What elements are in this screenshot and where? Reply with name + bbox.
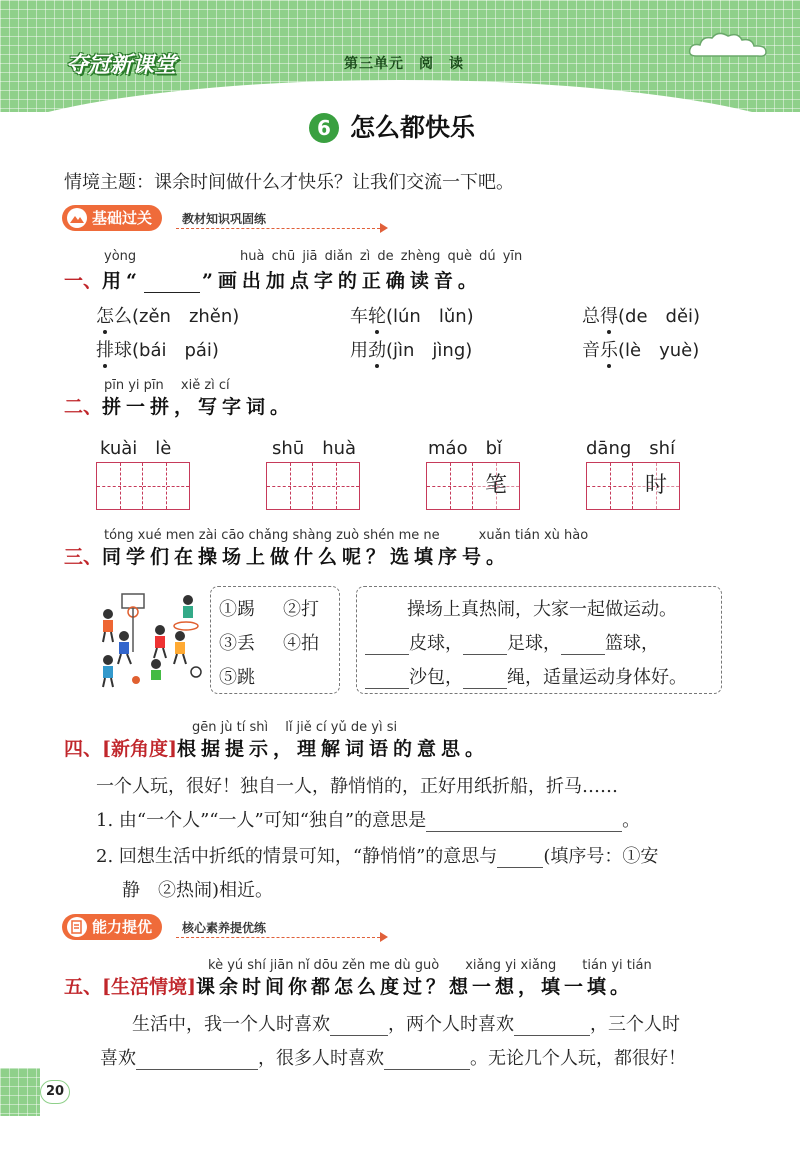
badge-advanced-sub: 核心素养提优练 <box>182 921 267 935</box>
writing-grid[interactable] <box>586 462 680 510</box>
q2-heading <box>64 392 294 419</box>
answer-blank[interactable] <box>365 635 409 655</box>
q4-sub2: 2. 回想生活中折纸的情景可知，“静悄悄”的意思与 (填序号：①安 <box>96 846 659 867</box>
answer-blank[interactable] <box>463 669 507 689</box>
grid-cell: 笔 <box>473 463 519 509</box>
q2-text: 拼一拼，写字词。 <box>102 396 295 418</box>
q1-item: 怎么(zěn zhěn) <box>96 302 239 328</box>
answer-blank[interactable] <box>514 1016 590 1036</box>
answer-blank[interactable] <box>561 635 605 655</box>
q1-pinyin-yong: yòng <box>104 249 137 264</box>
passage-line: 操场上真热闹，大家一起做运动。 <box>407 599 677 620</box>
option-item: ①踢 <box>219 599 255 620</box>
underline-sample <box>144 275 200 293</box>
passage-line: 沙包， 绳，适量运动身体好。 <box>365 663 687 689</box>
q1-item: 总得(de děi) <box>582 302 700 328</box>
kids-playing-illustration <box>96 592 206 688</box>
q3-pinyin: tóng xué men zài cāo chǎng shàng zuò shén me ne xuǎn tián xù hào <box>104 528 589 543</box>
q5-line1: 生活中，我一个人时喜欢 ，两个人时喜欢 ，三个人时 <box>132 1014 680 1035</box>
theme-text: 情境主题：课余时间做什么才快乐？让我们交流一下吧。 <box>64 172 514 193</box>
q2-word-pinyin: shū huà <box>272 438 357 459</box>
passage-box <box>356 586 722 694</box>
mountain-icon <box>67 208 87 228</box>
q5-text: 课余时间你都怎么度过？想一想，填一填。 <box>196 976 634 998</box>
q1-item: 音乐(lè yuè) <box>582 336 699 362</box>
footer-band <box>0 1068 40 1116</box>
q5-tag: [生活情境] <box>102 976 196 998</box>
q3-text: 同学们在操场上做什么呢？选填序号。 <box>102 546 511 568</box>
q3-heading <box>64 542 510 569</box>
writing-grid[interactable] <box>266 462 360 510</box>
passage-line: 皮球， 足球， 篮球， <box>365 629 659 655</box>
q4-sub1: 1. 由“一个人”“一人”可知“独自”的意思是 。 <box>96 810 641 831</box>
dashed-divider <box>176 228 380 229</box>
grid-cell: 时 <box>633 463 679 509</box>
grid-cell[interactable] <box>427 463 473 509</box>
answer-blank[interactable] <box>463 635 507 655</box>
answer-blank[interactable] <box>497 848 543 868</box>
q2-word-pinyin: dāng shí <box>586 438 676 459</box>
options-box <box>210 586 340 694</box>
badge-advanced <box>62 914 162 940</box>
grid-cell[interactable] <box>97 463 143 509</box>
answer-blank[interactable] <box>330 1016 388 1036</box>
grid-cell[interactable] <box>267 463 313 509</box>
q1-item: 车轮(lún lǔn) <box>350 302 474 328</box>
badge-basic <box>62 205 162 231</box>
q5-pinyin: kè yú shí jiān nǐ dōu zěn me dù guò xiǎng yi xiǎng tián yi tián <box>208 958 652 973</box>
option-item: ④拍 <box>283 633 319 654</box>
unit-label: 第三单元 阅 读 <box>344 56 464 72</box>
q1-item: 排球(bái pái) <box>96 336 219 362</box>
dashed-divider <box>176 937 380 938</box>
option-item: ②打 <box>283 599 319 620</box>
answer-blank[interactable] <box>384 1050 470 1070</box>
q4-pinyin: gēn jù tí shì lǐ jiě cí yǔ de yì si <box>192 720 398 735</box>
answer-blank[interactable] <box>365 669 409 689</box>
q2-word-pinyin: máo bǐ <box>428 438 503 459</box>
answer-blank[interactable] <box>136 1050 258 1070</box>
cloud-icon <box>688 30 768 60</box>
q3-number: 三、 <box>64 546 103 568</box>
arrow-icon <box>380 223 388 233</box>
q1-item: 用劲(jìn jìng) <box>350 336 472 362</box>
badge-advanced-label: 能力提优 <box>92 918 153 936</box>
badge-basic-label: 基础过关 <box>92 209 153 227</box>
q4-text: 根据提示，理解词语的意思。 <box>177 738 490 760</box>
lesson-number: 6 <box>309 113 339 143</box>
option-item: ⑤跳 <box>219 667 255 688</box>
q4-heading <box>64 734 489 761</box>
q5-heading <box>64 972 633 999</box>
arrow-icon <box>380 932 388 942</box>
q2-number: 二、 <box>64 396 103 418</box>
grid-cell[interactable] <box>313 463 359 509</box>
pencil-icon <box>67 917 87 937</box>
q4-passage: 一个人玩，很好！独自一人，静悄悄的，正好用纸折船，折马…… <box>96 776 618 797</box>
q4-sub2-cont: 静 ②热闹)相近。 <box>122 880 274 901</box>
q1-text-a: 用“ <box>102 270 142 292</box>
answer-blank[interactable] <box>426 812 622 832</box>
q5-line2: 喜欢 ，很多人时喜欢 。无论几个人玩，都很好！ <box>100 1048 686 1069</box>
q4-number: 四、 <box>64 738 103 760</box>
grid-cell[interactable] <box>143 463 189 509</box>
grid-cell[interactable] <box>587 463 633 509</box>
badge-basic-sub: 教材知识巩固练 <box>182 212 267 226</box>
q1-text-b: ”画出加点字的正确读音。 <box>201 270 482 292</box>
writing-grid[interactable] <box>426 462 520 510</box>
option-item: ③丢 <box>219 633 255 654</box>
q4-tag: [新角度] <box>102 738 177 760</box>
brand-logo: 夺冠新课堂 <box>66 53 177 78</box>
q1-pinyin: huà chū jiā diǎn zì de zhèng què dú yīn <box>240 249 523 264</box>
q5-number: 五、 <box>64 976 103 998</box>
q1-heading <box>64 266 482 293</box>
page-number: 20 <box>40 1080 70 1104</box>
q2-pinyin: pīn yi pīn xiě zì cí <box>104 378 230 393</box>
page-title: 怎么都快乐 <box>350 113 476 142</box>
writing-grid[interactable] <box>96 462 190 510</box>
q2-word-pinyin: kuài lè <box>100 438 172 459</box>
q1-number: 一、 <box>64 270 103 292</box>
